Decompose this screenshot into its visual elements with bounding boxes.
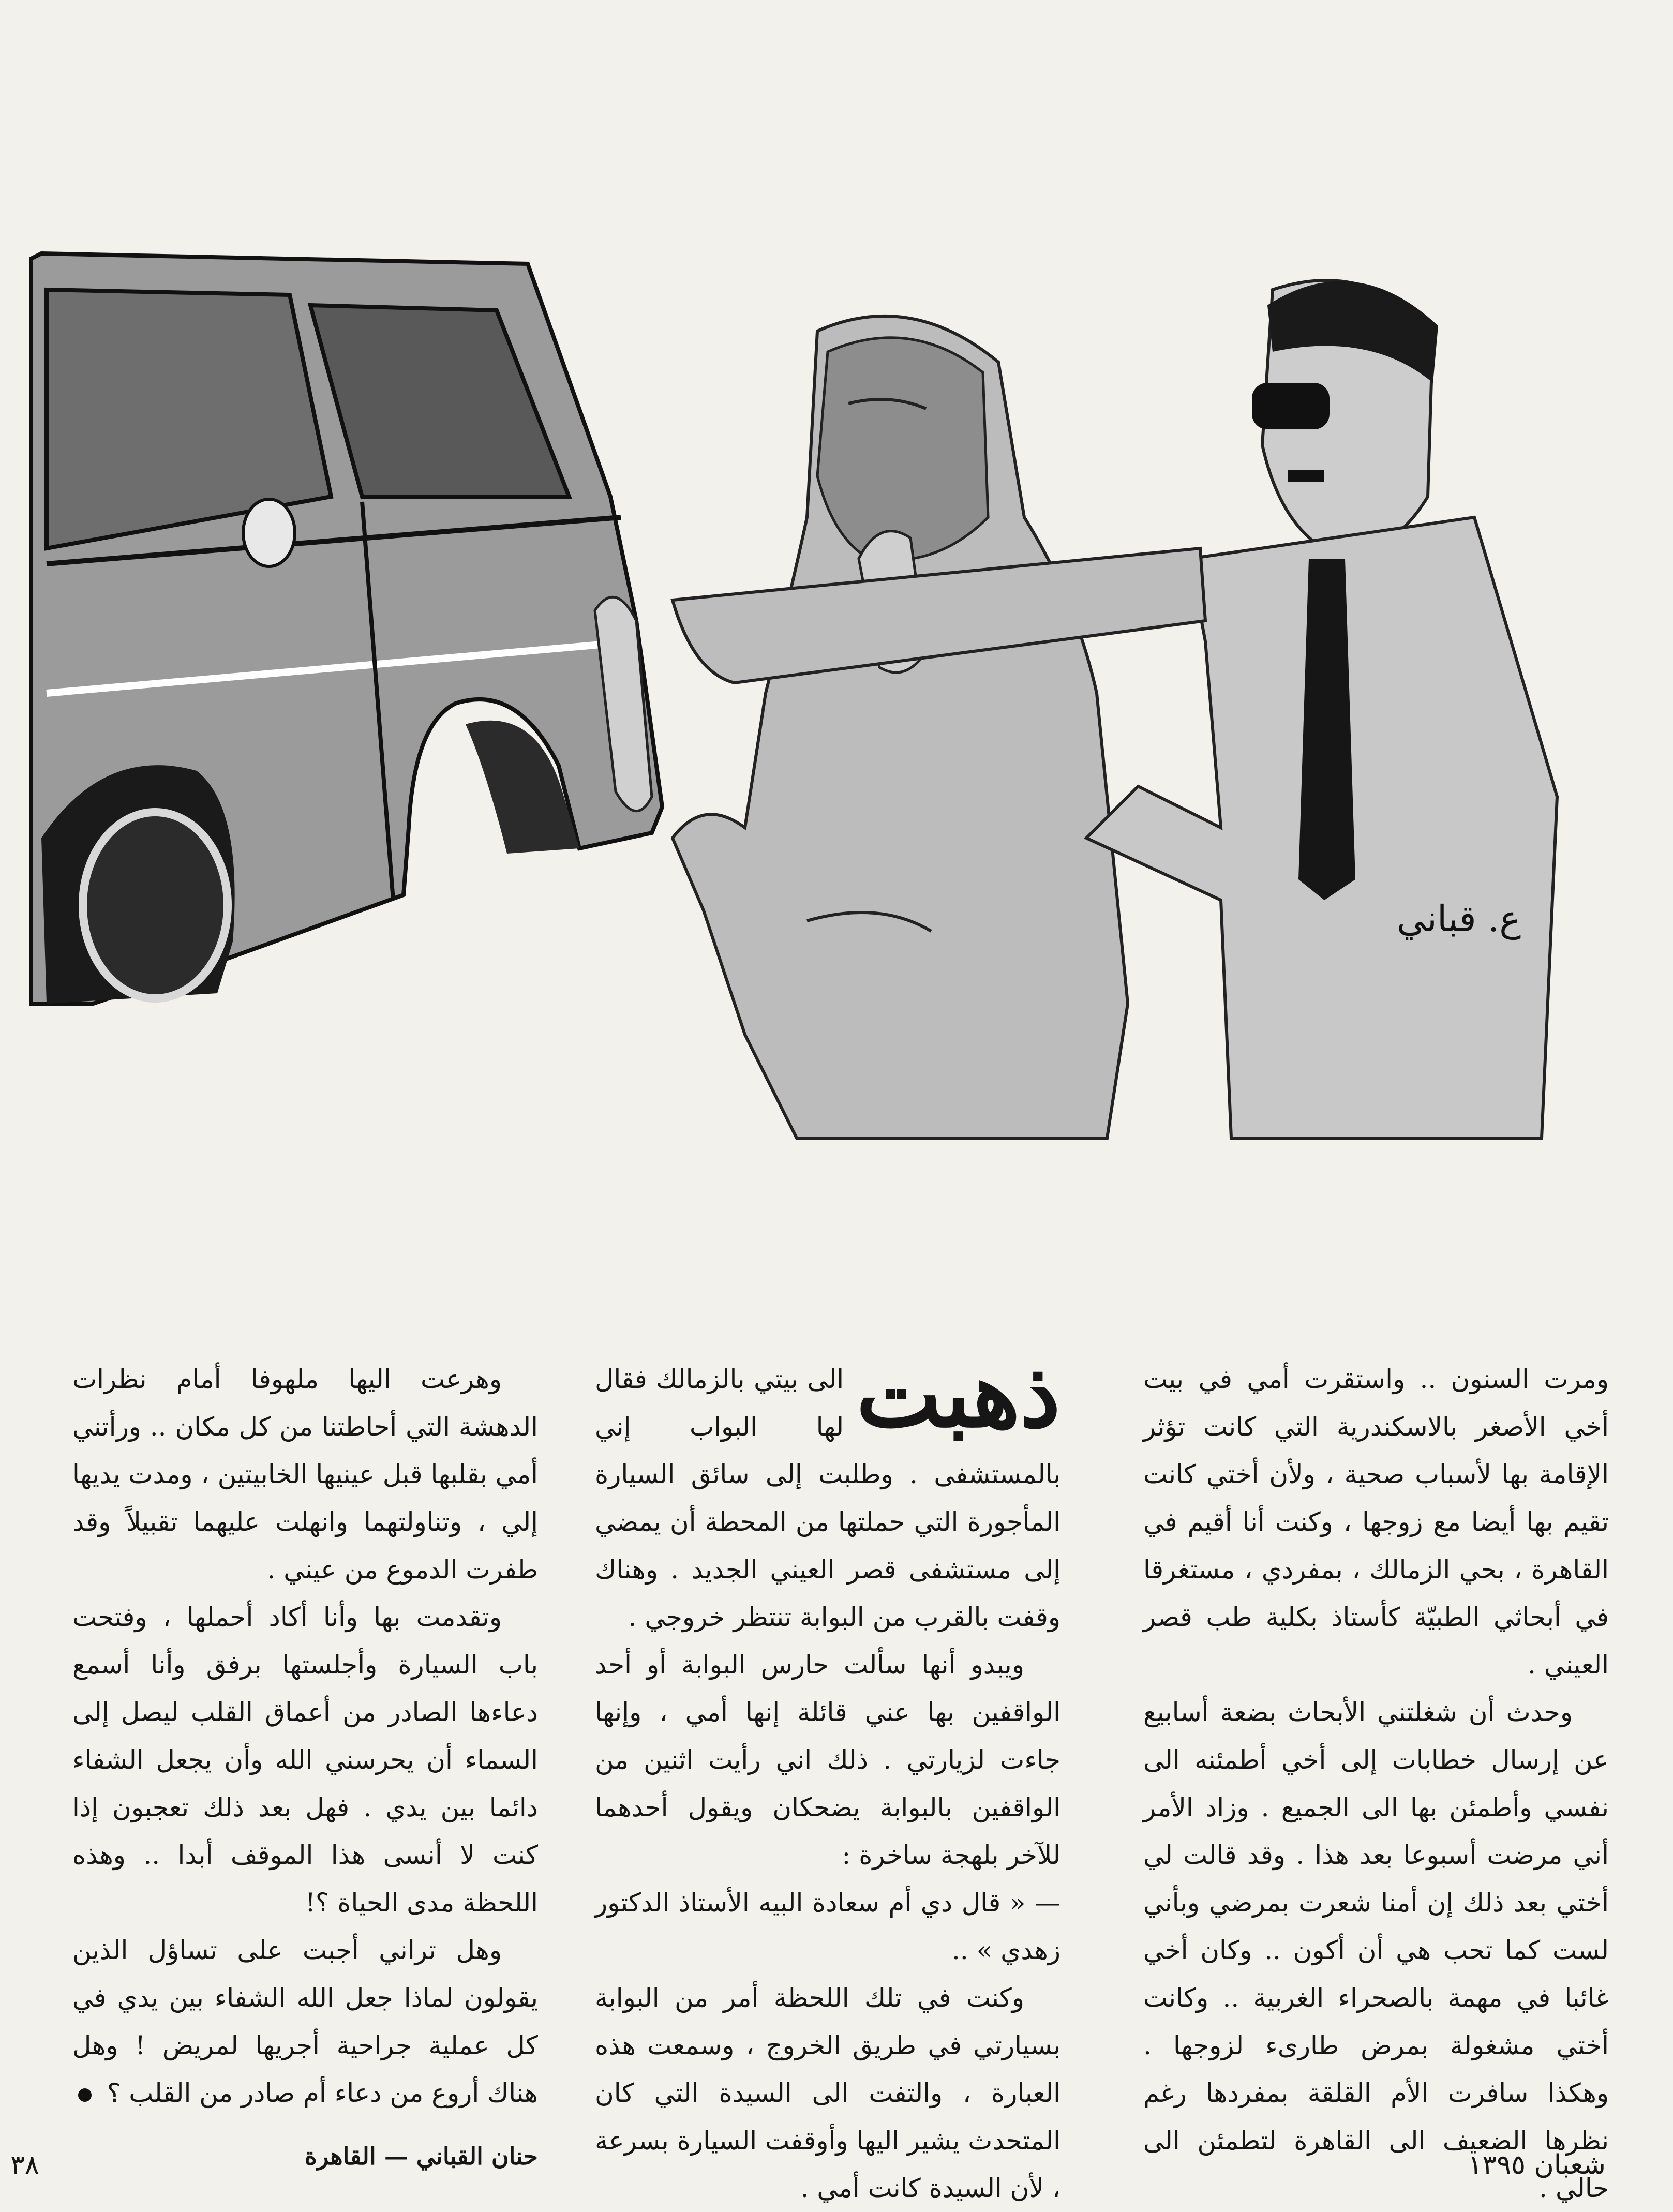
author-byline: حنان القباني — القاهرة [304,2142,538,2170]
woman-figure [595,316,1128,1138]
article-column-left [72,1355,538,2170]
paragraph: ومرت السنون .. واستقرت أمي في بيت أخي الأصغر بالاسكندرية التي كانت تؤثر الإقامة بها لأسباب صحية ، ولأن أختي كانت تقيم بها أيضا مع زوجها ، وكنت أنا أقيم في القاهرة ، بحي الزمالك ، بمفردي ، مستغرقا في أبحاثي الطبيّة كأستاذ بكلية طب قصر العيني . [1143,1364,1609,1680]
paragraph: وكنت في تلك اللحظة أمر من البوابة بسيارتي في طريق الخروج ، وسمعت هذه العبارة ، والتفت الى السيدة التي كان المتحدث يشير اليها وأوقفت السيارة بسرعة ، لأن السيدة كانت أمي . [595,1983,1060,2203]
end-mark-icon [78,2088,92,2102]
issue-date: شعبان ١٣٩٥ [1468,2149,1606,2180]
quote-paragraph: — « قال دي أم سعادة البيه الأستاذ الدكتور زهدي » .. [595,1888,1060,1965]
drop-cap-word: ذهبت [856,1342,1060,1448]
page-number: ٣٨ [10,2149,39,2180]
paragraph [72,1926,538,2117]
illustration [0,228,1673,1179]
paragraph-text: وهل تراني أجبت على تساؤل الذين يقولون لماذا جعل الله الشفاء بين يدي في كل عملية جراحية أجريها لمريض ! وهل هناك أروع من دعاء أم صادر من القلب ؟ [72,1935,538,2108]
paragraph: وتقدمت بها وأنا أكاد أحملها ، وفتحت باب السيارة وأجلستها برفق وأنا أسمع دعاءها الصادر من أعماق القلب ليصل إلى السماء أن يحرسني الله وأن يجعل الشفاء دائما بين يدي . فهل بعد ذلك تعجبون إذا كنت لا أنسى هذا الموقف أبدا .. وهذه اللحظة مدى الحياة ؟! [72,1602,538,1918]
car-illustration [31,253,662,1004]
paragraph: وحدث أن شغلتني الأبحاث بضعة أسابيع عن إرسال خطابات إلى أخي أطمئنه الى نفسي وأطمئن بها الى الجميع . وزاد الأمر أني مرضت أسبوعا بعد هذا . وقد قالت لي أختي بعد ذلك إن أمنا شعرت بمرضي وبأني لست كما تحب هي أن أكون .. وكان أخي غائبا في مهمة بالصحراء الغربية .. وكانت أختي مشغولة بمرض طارىء لزوجها . وهكذا سافرت الأم القلقة بمفردها رغم نظرها الضعيف الى القاهرة لتطمئن الى حالي . [1143,1697,1609,2203]
article-column-middle [595,1342,1060,2203]
paragraph: ويبدو أنها سألت حارس البوابة أو أحد الواقفين بها عني قائلة إنها أمي ، وإنها جاءت لزيارتي . ذلك اني رأيت اثنين من الواقفين بالبوابة يضحكان ويقول أحدهما للآخر بلهجة ساخرة : [595,1650,1060,1870]
artist-signature: ع. قباني [1397,898,1521,940]
paragraph: وهرعت اليها ملهوفا أمام نظرات الدهشة التي أحاطتنا من كل مكان .. ورأتني أمي بقلبها قبل عينيها الخابيتين ، ومدت يديها إلي ، وتناولتهما وانهلت عليهما تقبيلاً وقد طفرت الدموع من عيني . [72,1364,538,1585]
paragraph: الى بيتي بالزمالك فقال لها البواب إني بالمستشفى . وطلبت إلى سائق السيارة المأجورة التي حملتها من المحطة أن يمضي إلى مستشفى قصر العيني الجديد . وهناك وقفت بالقرب من البوابة تنتظر خروجي . [595,1364,1060,1632]
